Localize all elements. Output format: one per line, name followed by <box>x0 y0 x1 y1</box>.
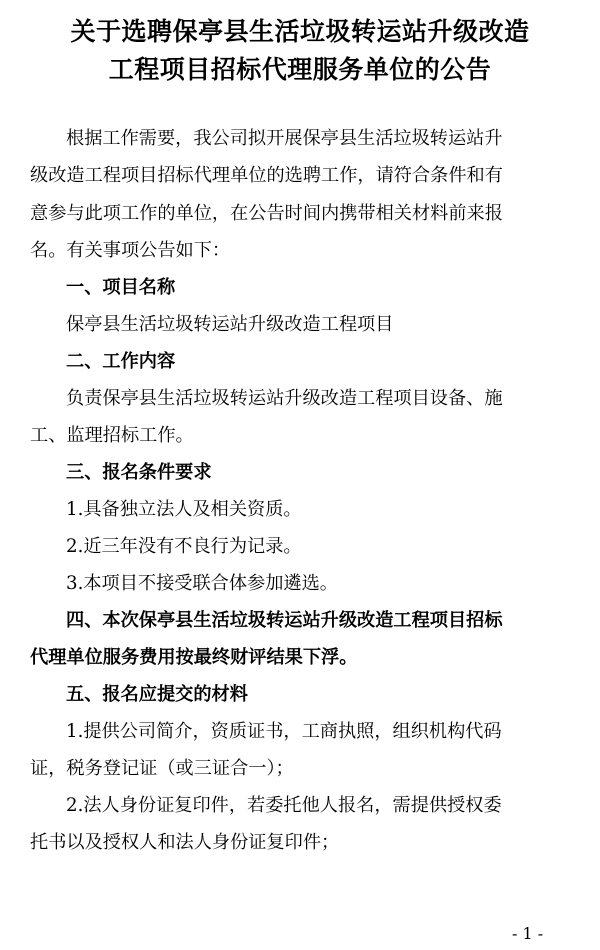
section-4-line-1: 四、本次保亭县生活垃圾转运站升级改造工程项目招标 <box>66 610 503 631</box>
section-4-line-2: 代理单位服务费用按最终财评结果下浮。 <box>30 647 358 668</box>
section-5-item-2-line-1: 2.法人身份证复印件，若委托他人报名，需提供授权委 <box>66 795 502 816</box>
section-2-heading: 二、工作内容 <box>66 351 176 372</box>
section-3-item-2: 2.近三年没有不良行为记录。 <box>66 536 302 557</box>
intro-line-3: 意参与此项工作的单位，在公告时间内携带相关材料前来报 <box>30 203 503 224</box>
section-3-item-3: 3.本项目不接受联合体参加遴选。 <box>66 573 338 594</box>
page-number: - 1 - <box>512 924 544 943</box>
section-2-text-line-2: 工、监理招标工作。 <box>30 425 194 446</box>
intro-line-2: 级改造工程项目招标代理单位的选聘工作，请符合条件和有 <box>30 165 503 186</box>
document-title-line-2: 工程项目招标代理服务单位的公告 <box>108 55 492 84</box>
intro-line-1: 根据工作需要，我公司拟开展保亭县生活垃圾转运站升 <box>66 128 503 149</box>
document-title-line-1: 关于选聘保亭县生活垃圾转运站升级改造 <box>70 17 530 46</box>
section-2-text-line-1: 负责保亭县生活垃圾转运站升级改造工程项目设备、施 <box>66 388 503 409</box>
section-5-heading: 五、报名应提交的材料 <box>66 684 248 705</box>
intro-line-4: 名。有关事项公告如下： <box>30 240 231 261</box>
section-5-item-2-line-2: 托书以及授权人和法人身份证复印件； <box>30 832 340 853</box>
section-5-item-1-line-2: 证，税务登记证（或三证合一）； <box>30 758 294 779</box>
section-1-text: 保亭县生活垃圾转运站升级改造工程项目 <box>66 314 394 335</box>
section-5-item-1-line-1: 1.提供公司简介，资质证书，工商执照，组织机构代码 <box>66 721 502 742</box>
section-3-heading: 三、报名条件要求 <box>66 462 212 483</box>
section-1-heading: 一、项目名称 <box>66 277 176 298</box>
section-3-item-1: 1.具备独立法人及相关资质。 <box>66 499 302 520</box>
